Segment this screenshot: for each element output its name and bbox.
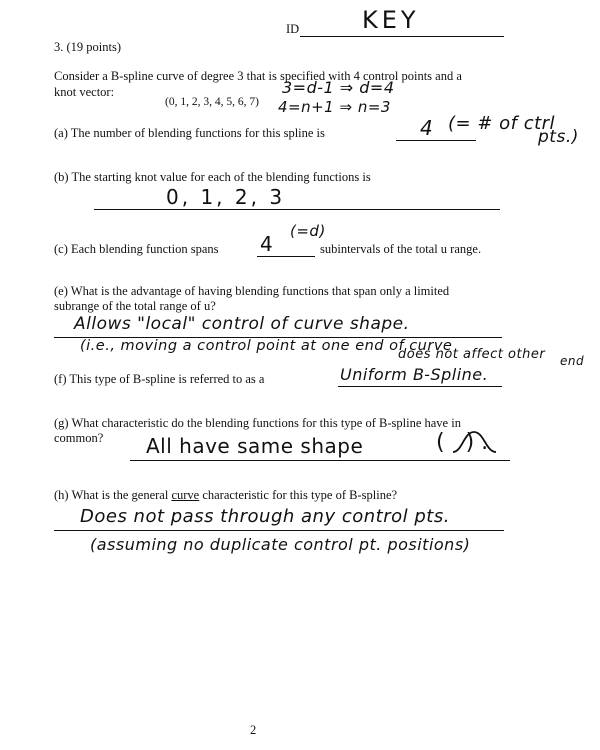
- question-c-prompt-after: subintervals of the total u range.: [320, 242, 482, 256]
- question-g-answer: All have same shape: [146, 434, 364, 458]
- question-e-answer-line-3: does not affect other: [398, 347, 546, 362]
- question-a-prompt: (a) The number of blending functions for this spline is: [54, 126, 325, 140]
- question-h-prompt-before: (h) What is the general: [54, 488, 169, 502]
- question-g-prompt-line-2: common?: [54, 431, 104, 445]
- question-c-prompt-before: (c) Each blending function spans: [54, 242, 219, 256]
- question-a-note: (= # of ctrl: [448, 113, 556, 134]
- bell-curve-sketch: [453, 432, 496, 452]
- id-label: ID: [286, 22, 300, 36]
- question-a-note-2: pts.): [538, 127, 579, 147]
- question-c-note: (=d): [290, 222, 326, 240]
- knot-vector: (0, 1, 2, 3, 4, 5, 6, 7): [165, 96, 259, 108]
- question-f-prompt: (f) This type of B-spline is referred to as a: [54, 372, 265, 386]
- id-handwritten-value: KEY: [362, 6, 420, 34]
- intro-line-2: knot vector:: [54, 85, 115, 99]
- question-g-prompt-line-1: (g) What characteristic do the blending functions for this type of B-spline have in: [54, 416, 461, 430]
- question-e-answer-line-1: Allows "local" control of curve shape.: [74, 314, 410, 334]
- question-h-prompt-underlined: curve: [171, 488, 200, 502]
- intro-line-1: Consider a B-spline curve of degree 3 that is specified with 4 control points and a: [54, 69, 462, 83]
- question-e-prompt-line-2: subrange of the total range of u?: [54, 299, 216, 313]
- question-b-answer: 0, 1, 2, 3: [166, 185, 286, 209]
- question-h-prompt-after: characteristic for this type of B-spline?: [202, 488, 398, 502]
- question-f-answer: Uniform B-Spline.: [340, 365, 489, 384]
- question-e-answer-line-4: end: [560, 354, 585, 368]
- question-b-prompt: (b) The starting knot value for each of the blending functions is: [54, 170, 371, 184]
- handwritten-note-points: 4=n+1 ⇒ n=3: [278, 98, 391, 116]
- question-e-answer-line-2: (i.e., moving a control point at one end of curve: [80, 338, 453, 354]
- question-number: 3. (19 points): [54, 40, 122, 54]
- page-number: 2: [250, 723, 257, 737]
- question-g-answer-symbol: ( ).: [436, 430, 496, 455]
- question-a-answer: 4: [420, 116, 434, 140]
- question-h-answer-line-2: (assuming no duplicate control pt. positions): [90, 535, 471, 554]
- question-h-answer-line-1: Does not pass through any control pts.: [80, 506, 450, 527]
- question-c-answer: 4: [260, 232, 274, 256]
- question-e-prompt-line-1: (e) What is the advantage of having blending functions that span only a limited: [54, 284, 450, 298]
- handwritten-note-degree: 3=d-1 ⇒ d=4: [282, 78, 395, 97]
